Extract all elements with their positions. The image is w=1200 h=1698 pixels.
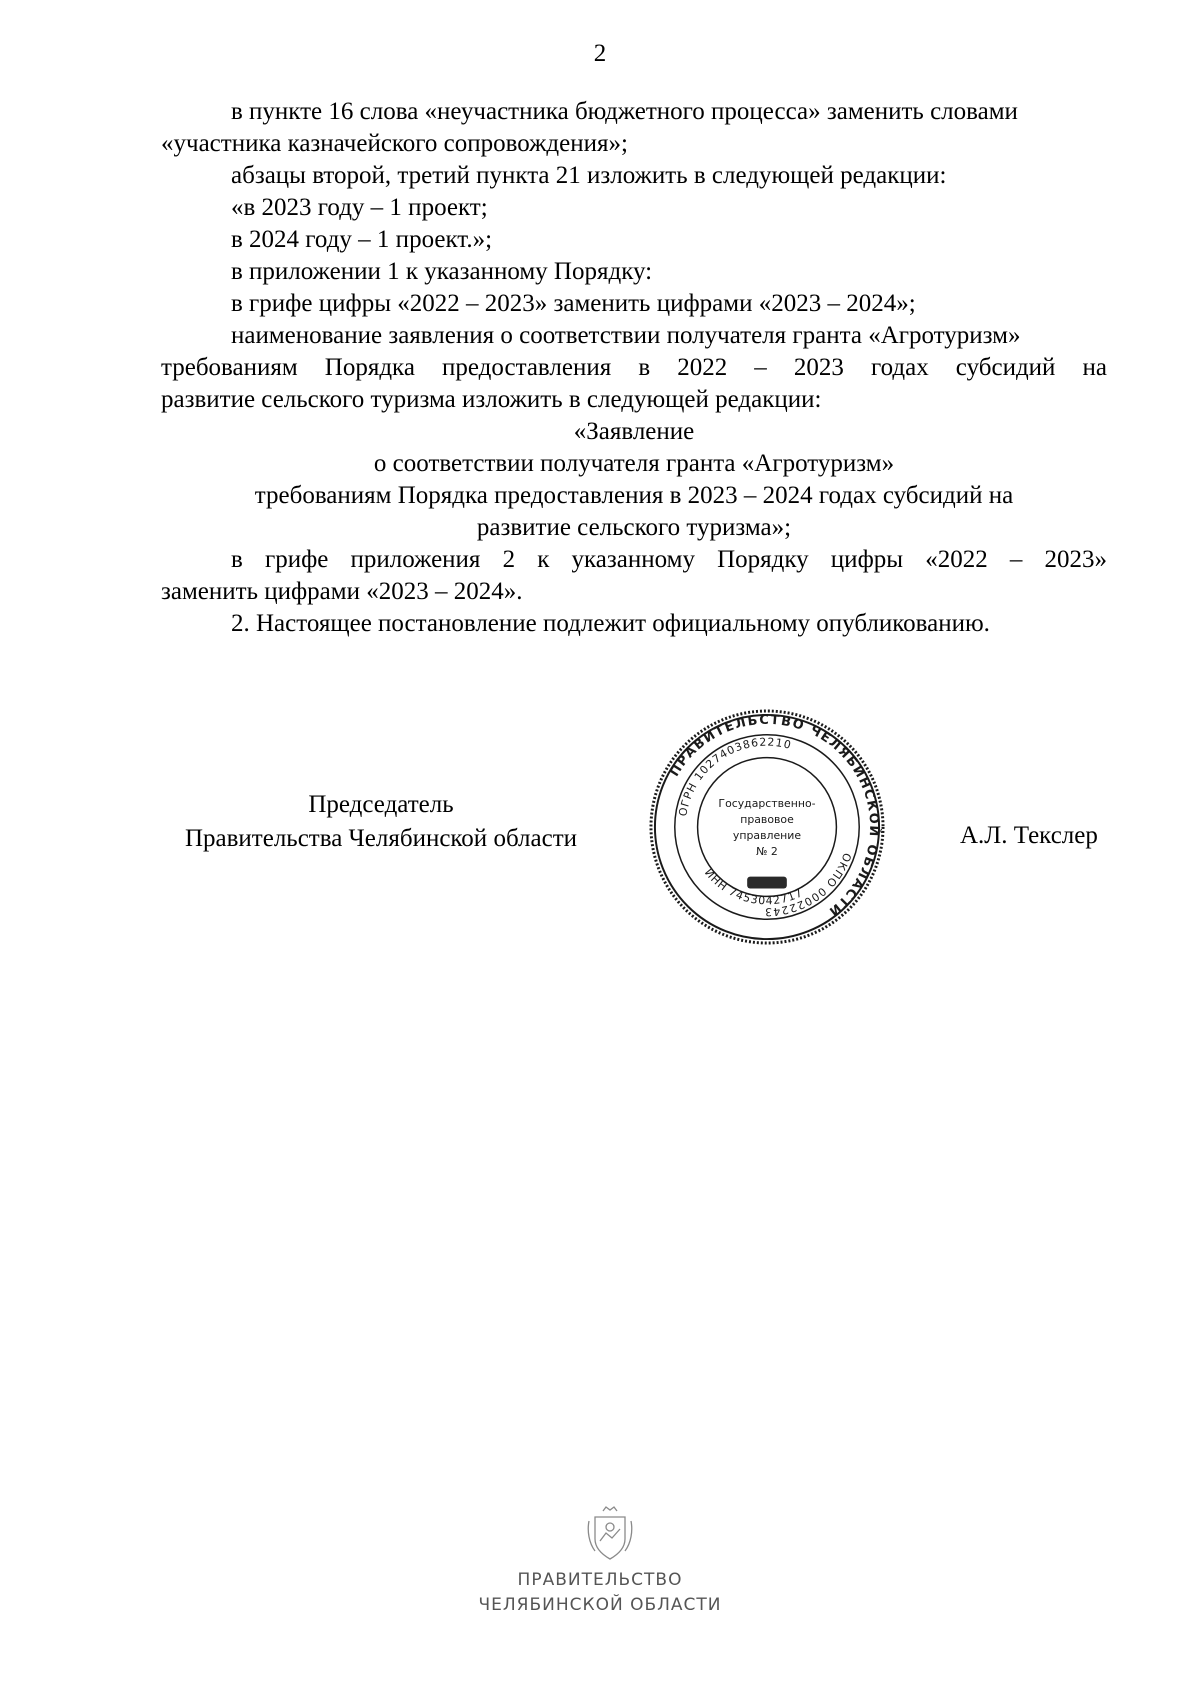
body-line: в пункте 16 слова «неучастника бюджетного процесса» заменить словами	[231, 98, 1018, 125]
body-line: в грифе приложения 2 к указанному Порядку цифры «2022 – 2023»	[231, 546, 1107, 573]
coat-of-arms-icon	[585, 1505, 635, 1563]
body-line: требованиям Порядка предоставления в 2022 – 2023 годах субсидий на	[161, 354, 1107, 381]
official-seal	[648, 708, 886, 946]
body-line: развитие сельского туризма изложить в следующей редакции:	[161, 386, 822, 413]
signatory-title-line: Правительства Челябинской области	[184, 825, 578, 852]
footer-org-line: ЧЕЛЯБИНСКОЙ ОБЛАСТИ	[478, 1595, 722, 1615]
signatory-title	[161, 788, 601, 856]
seal-ink-blot	[747, 877, 787, 889]
body-line: в приложении 1 к указанному Порядку:	[231, 258, 653, 285]
body-line: «участника казначейского сопровождения»;	[161, 130, 628, 157]
seal-center-text: № 2	[756, 844, 778, 858]
body-line: абзацы второй, третий пункта 21 изложить в следующей редакции:	[231, 162, 947, 189]
body-line: заменить цифрами «2023 – 2024».	[161, 578, 523, 605]
body-line: в 2024 году – 1 проект.»;	[231, 226, 493, 253]
statement-title: развитие сельского туризма»;	[476, 514, 792, 541]
statement-title: о соответствии получателя гранта «Агротуризм»	[373, 450, 895, 477]
seal-outer-text: ПРАВИТЕЛЬСТВО ЧЕЛЯБИНСКОЙ ОБЛАСТИ	[667, 712, 882, 920]
seal-center-text: управление	[732, 828, 802, 842]
document-body	[161, 96, 1107, 640]
page-number: 2	[593, 40, 607, 67]
seal-center-text: правовое	[740, 813, 794, 827]
body-line: «в 2023 году – 1 проект;	[231, 194, 488, 221]
seal-center-text: Государственно-	[718, 797, 816, 811]
body-line: наименование заявления о соответствии получателя гранта «Агротуризм»	[231, 322, 1021, 349]
body-line: в грифе цифры «2022 – 2023» заменить цифрами «2023 – 2024»;	[231, 290, 916, 317]
footer-organization	[0, 1568, 1200, 1618]
statement-title: «Заявление	[573, 418, 695, 445]
seal-okpo-text: ОКПО 00022243	[764, 851, 854, 919]
signer-name: А.Л. Текслер	[960, 822, 1098, 849]
body-line: 2. Настоящее постановление подлежит официальному опубликованию.	[231, 610, 990, 637]
signatory-title-line: Председатель	[308, 791, 454, 818]
seal-ogrn-text: ОГРН 1027403862210	[676, 735, 794, 818]
footer-org-line: ПРАВИТЕЛЬСТВО	[517, 1570, 683, 1590]
statement-title: требованиям Порядка предоставления в 2023 – 2024 годах субсидий на	[254, 482, 1014, 509]
seal-inn-text: ИНН 7453042717	[701, 866, 806, 908]
